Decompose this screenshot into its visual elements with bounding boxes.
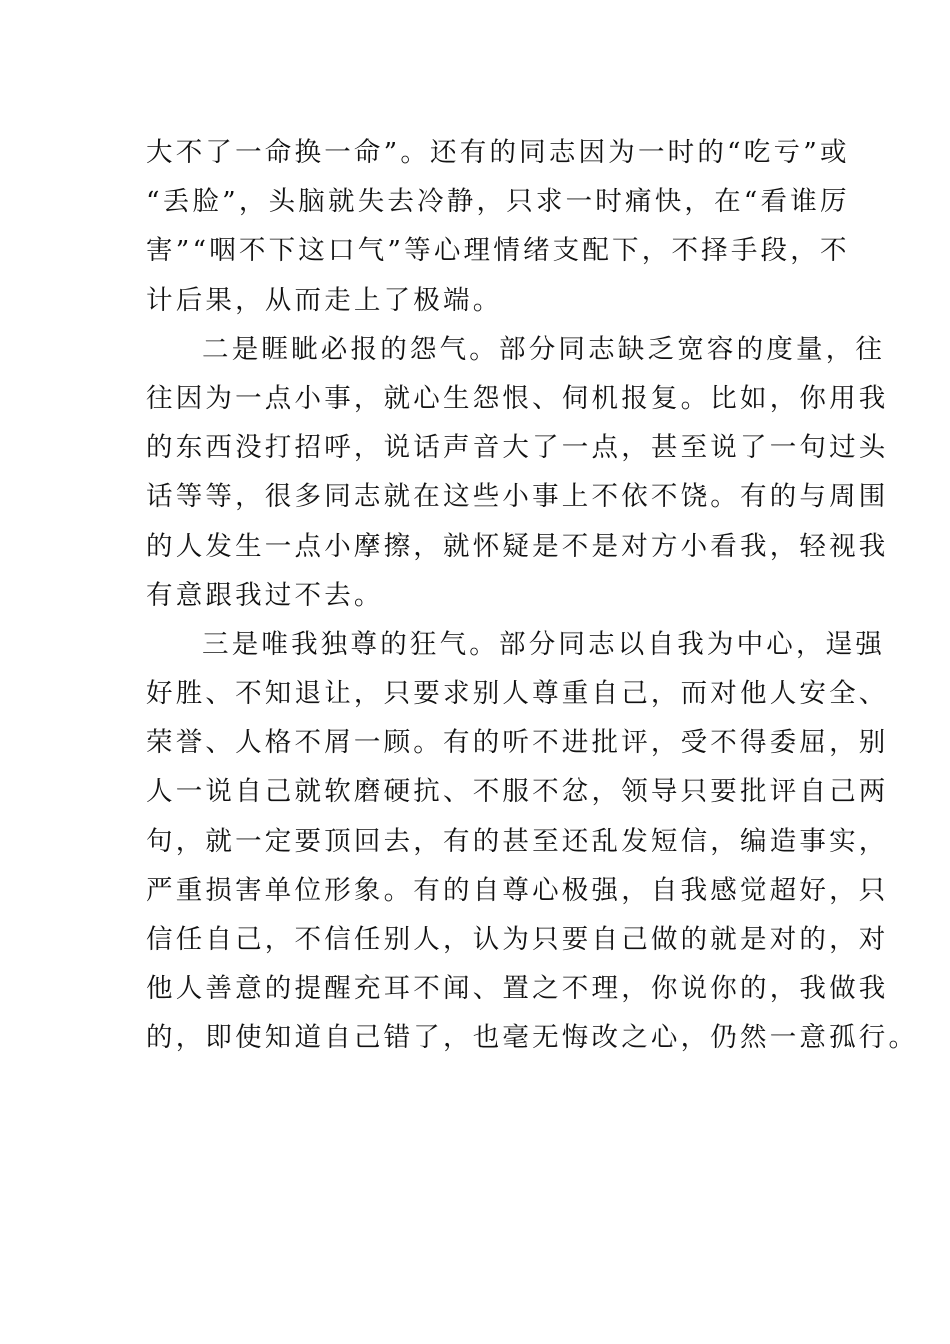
text-line: 好胜、不知退让，只要求别人尊重自己，而对他人安全、 <box>146 678 889 710</box>
text-line: 话等等，很多同志就在这些小事上不依不饶。有的与周围 <box>146 481 889 513</box>
text-line: 严重损害单位形象。有的自尊心极强，自我感觉超好，只 <box>146 874 889 906</box>
text-line: 人一说自己就软磨硬抗、不服不忿，领导只要批评自己两 <box>146 776 889 808</box>
paragraph-start-line: 三是唯我独尊的狂气。部分同志以自我为中心，逞强 <box>202 628 886 660</box>
text-line: 害”“咽不下这口气”等心理情绪支配下，不择手段，不 <box>146 235 850 267</box>
text-line: 的人发生一点小摩擦，就怀疑是不是对方小看我，轻视我 <box>146 530 889 562</box>
text-line: 的，即使知道自己错了，也毫无悔改之心，仍然一意孤行。 <box>146 1022 919 1054</box>
text-line: 信任自己，不信任别人，认为只要自己做的就是对的，对 <box>146 924 889 955</box>
text-line: 往因为一点小事，就心生怨恨、伺机报复。比如，你用我 <box>146 382 889 414</box>
text-line: 计后果，从而走上了极端。 <box>146 284 503 316</box>
text-line: 大不了一命换一命”。还有的同志因为一时的“吃亏”或 <box>146 137 850 168</box>
body-text <box>146 128 919 1063</box>
text-line: 他人善意的提醒充耳不闻、置之不理，你说你的，我做我 <box>146 973 889 1005</box>
text-line: 的东西没打招呼，说话声音大了一点，甚至说了一句过头 <box>146 432 889 464</box>
text-line: 荣誉、人格不屑一顾。有的听不进批评，受不得委屈，别 <box>146 727 889 759</box>
text-line: 有意跟我过不去。 <box>146 579 384 611</box>
paragraph-start-line: 二是睚眦必报的怨气。部分同志缺乏宽容的度量，往 <box>202 333 886 365</box>
text-line: 句，就一定要顶回去，有的甚至还乱发短信，编造事实， <box>146 825 889 857</box>
text-line: “丢脸”，头脑就失去冷静，只求一时痛快，在“看谁厉 <box>146 186 850 218</box>
